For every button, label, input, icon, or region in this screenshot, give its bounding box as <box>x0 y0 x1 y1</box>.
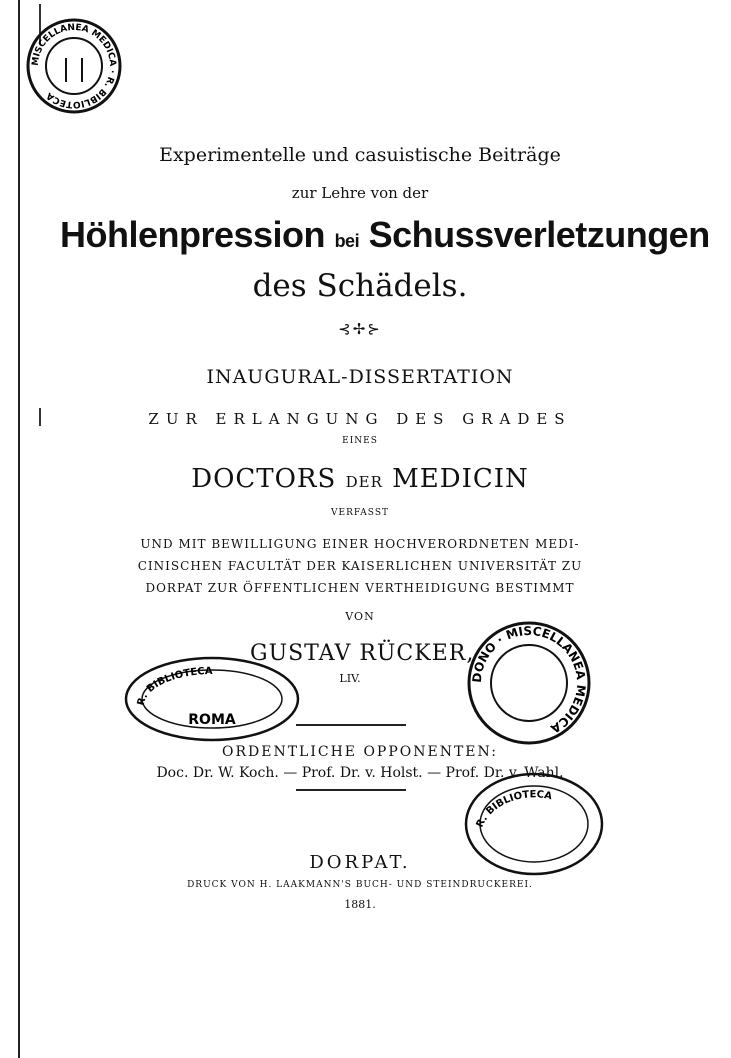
eines-line: EINES <box>342 436 378 446</box>
approval-line: UND MIT BEWILLIGUNG EINER HOCHVERORDNETEN MEDI- <box>140 537 580 551</box>
main-title-connector: bei <box>334 231 360 251</box>
svg-text:MISCELLANEA MEDICA · R. BIBLIO: MISCELLANEA MEDICA · R. BIBLIOTECA <box>30 22 118 110</box>
divider <box>296 724 406 726</box>
title-line-2: zur Lehre von der <box>291 184 429 202</box>
year-line: 1881. <box>344 898 376 911</box>
degree-part-b: MEDICIN <box>392 464 529 494</box>
ornament-icon: ⊰✢⊱ <box>338 320 382 338</box>
divider <box>296 789 406 791</box>
approval-text <box>60 533 660 599</box>
main-title <box>60 214 710 256</box>
degree-part-a: DOCTORS <box>191 464 337 494</box>
svg-text:R. BIBLIOTECA: R. BIBLIOTECA <box>474 789 553 830</box>
svg-text:ROMA: ROMA <box>188 712 236 728</box>
purpose-line: ZUR ERLANGUNG DES GRADES <box>148 410 572 428</box>
author-suffix: LIV. <box>339 672 361 685</box>
binding-edge-tick <box>39 408 41 426</box>
dono-stamp-icon <box>466 620 592 746</box>
main-title-part-b: Schussverletzungen <box>368 214 710 255</box>
opponents-list: Doc. Dr. W. Koch. — Prof. Dr. v. Holst. — Prof. Dr. v. Wahl. <box>156 765 564 781</box>
title-line-4: des Schädels. <box>252 268 468 304</box>
svg-text:DONO · MISCELLANEA MEDICA: DONO · MISCELLANEA MEDICA <box>469 623 589 736</box>
binding-edge-line <box>18 0 20 1058</box>
approval-line: CINISCHEN FACULTÄT DER KAISERLICHEN UNIVERSITÄT ZU <box>137 559 583 573</box>
author-name: GUSTAV RÜCKER, <box>250 641 475 666</box>
verfasst-line: VERFASST <box>331 508 389 518</box>
printer-line: DRUCK VON H. LAAKMANN'S BUCH- UND STEINDRUCKEREI. <box>187 880 533 890</box>
svg-text:R. BIBLIOTECA: R. BIBLIOTECA <box>135 665 213 707</box>
degree-connector: DER <box>345 473 383 491</box>
library-stamp-icon <box>26 18 122 114</box>
place-line: DORPAT. <box>309 852 411 873</box>
title-line-1: Experimentelle und casuistische Beiträge <box>159 144 561 166</box>
degree-line <box>60 464 660 494</box>
roma-stamp-icon <box>122 654 302 744</box>
main-title-part-a: Höhlenpression <box>60 214 326 255</box>
opponents-heading: ORDENTLICHE OPPONENTEN: <box>221 744 498 760</box>
von-line: VON <box>345 610 375 623</box>
dissertation-heading: INAUGURAL-DISSERTATION <box>206 366 514 388</box>
approval-line: DORPAT ZUR ÖFFENTLICHEN VERTHEIDIGUNG BESTIMMT <box>145 581 575 595</box>
